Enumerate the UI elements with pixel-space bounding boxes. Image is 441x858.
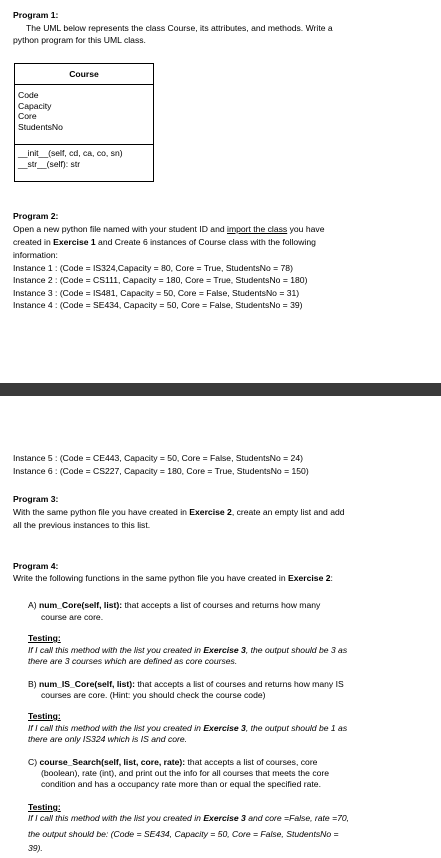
testing-a-line2: there are 3 courses which are defined as core courses. <box>28 656 238 666</box>
uml-method: __init__(self, cd, ca, co, sn) <box>18 148 123 158</box>
instance-line: Instance 4 : (Code = SE434, Capacity = 50, Core = False, StudentsNo = 39) <box>13 300 303 310</box>
exercise-ref: Exercise 2 <box>288 573 331 583</box>
instance-line: Instance 1 : (Code = IS324,Capacity = 80, Core = True, StudentsNo = 78) <box>13 263 293 273</box>
function-name: num_Core(self, list): <box>38 600 123 610</box>
program4-title: Program 4: <box>13 561 59 571</box>
program2-text-line1 <box>13 224 325 235</box>
instance-line: Instance 6 : (Code = CS227, Capacity = 180, Core = True, StudentsNo = 150) <box>13 466 309 476</box>
list-letter: A) <box>28 600 37 610</box>
program3-text-line2: all the previous instances to this list. <box>13 520 151 530</box>
text-fragment: , create an empty list and add <box>231 507 345 517</box>
program1-text-line1: The UML below represents the class Course, its attributes, and methods. Write a <box>26 23 333 33</box>
program2-line1-text: Open a new python file named with your student ID and <box>13 224 228 234</box>
program3-title: Program 3: <box>13 494 59 504</box>
function-name: course_Search(self, list, core, rate): <box>39 757 186 767</box>
page-separator <box>0 383 441 396</box>
program2-line1-tail: you have <box>287 224 325 234</box>
uml-class-name: Course <box>15 64 153 85</box>
exercise-ref: Exercise 3 <box>203 645 246 655</box>
text-fragment: If I call this method with the list you created in <box>28 645 204 655</box>
testing-heading: Testing: <box>28 633 61 643</box>
text-fragment: and Create 6 instances of Course class with the following <box>95 237 316 247</box>
text-fragment: that accepts a list of courses, core <box>185 757 318 767</box>
text-fragment: With the same python file you have created in <box>13 507 190 517</box>
testing-c-line3: 39). <box>28 843 43 853</box>
program1-text-line2: python program for this UML class. <box>13 35 146 45</box>
function-a-line1 <box>28 600 320 611</box>
uml-class-diagram <box>14 63 154 182</box>
function-c-line2: (boolean), rate (int), and print out the info for all courses that meets the core <box>41 768 330 778</box>
text-fragment: If I call this method with the list you created in <box>28 723 204 733</box>
exercise-ref: Exercise 3 <box>203 723 246 733</box>
uml-method: __str__(self): str <box>18 158 81 169</box>
exercise-ref: Exercise 2 <box>189 507 232 517</box>
text-fragment: If I call this method with the list you created in <box>28 813 204 823</box>
instance-line: Instance 2 : (Code = CS111, Capacity = 180, Core = True, StudentsNo = 180) <box>13 275 308 285</box>
instance-line: Instance 5 : (Code = CE443, Capacity = 50, Core = False, StudentsNo = 24) <box>13 453 303 463</box>
text-fragment: that accepts a list of courses and returns how many IS <box>134 679 344 689</box>
exercise-ref: Exercise 1 <box>53 237 96 247</box>
function-a-line2: course are core. <box>41 612 104 622</box>
list-letter: C) <box>28 757 38 767</box>
text-fragment: created in <box>13 237 54 247</box>
program4-text-line1 <box>13 573 333 584</box>
text-fragment: , the output should be 1 as <box>245 723 348 733</box>
function-c-line3: condition and has a occupancy rate more than or equal the specified rate. <box>41 779 321 789</box>
program2-import-link-text: import the class <box>227 224 288 234</box>
uml-attribute: Code <box>18 90 39 100</box>
program2-title: Program 2: <box>13 211 59 221</box>
text-fragment: that accepts a list of courses and returns how many <box>122 600 321 610</box>
program3-text-line1 <box>13 507 345 518</box>
testing-c-line2: the output should be: (Code = SE434, Capacity = 50, Core = False, StudentsNo = <box>28 829 339 839</box>
uml-attribute: Core <box>18 111 37 121</box>
text-fragment: , the output should be 3 as <box>245 645 348 655</box>
testing-b-line2: there are only IS324 which is IS and core. <box>28 734 188 744</box>
function-b-line2: courses are core. (Hint: you should check the course code) <box>41 690 266 700</box>
uml-attributes <box>15 85 153 145</box>
uml-attribute: Capacity <box>18 100 52 111</box>
program2-text-line3: information: <box>13 250 58 260</box>
uml-methods <box>15 145 153 172</box>
program2-text-line2 <box>13 237 316 248</box>
exercise-ref: Exercise 3 <box>203 813 246 823</box>
text-fragment: : <box>330 573 333 583</box>
function-b-line1 <box>28 679 344 690</box>
function-c-line1 <box>28 757 317 768</box>
function-name: num_IS_Core(self, list): <box>38 679 135 689</box>
text-fragment: Write the following functions in the same python file you have created in <box>13 573 288 583</box>
program1-title: Program 1: <box>13 10 59 20</box>
text-fragment: and core =False, rate =70, <box>245 813 350 823</box>
testing-heading: Testing: <box>28 711 61 721</box>
testing-a-line1 <box>28 645 347 656</box>
testing-heading: Testing: <box>28 802 61 812</box>
testing-b-line1 <box>28 723 347 734</box>
list-letter: B) <box>28 679 37 689</box>
testing-c-line1 <box>28 813 349 824</box>
instance-line: Instance 3 : (Code = IS481, Capacity = 50, Core = False, StudentsNo = 31) <box>13 288 300 298</box>
uml-attribute: StudentsNo <box>18 121 63 132</box>
